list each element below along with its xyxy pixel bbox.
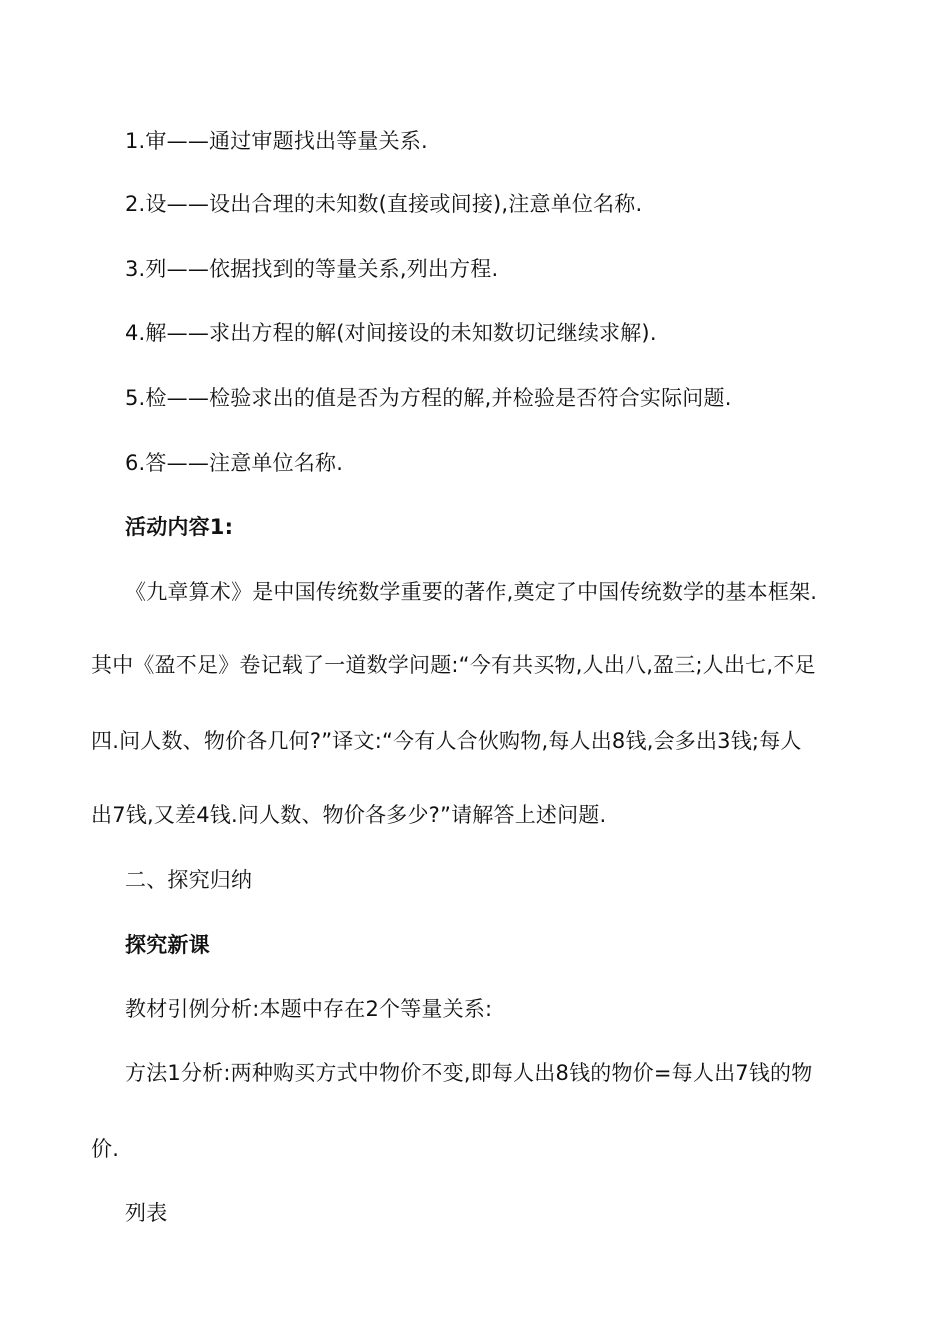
step-3: 3.列——依据找到的等量关系,列出方程. <box>125 257 499 281</box>
step-5: 5.检——检验求出的值是否为方程的解,并检验是否符合实际问题. <box>125 386 732 410</box>
activity-paragraph-line-1: 《九章算术》是中国传统数学重要的著作,奠定了中国传统数学的基本框架. <box>125 580 818 604</box>
section-subheading: 探究新课 <box>125 933 210 957</box>
activity-paragraph-line-2: 其中《盈不足》卷记载了一道数学问题:“今有共买物,人出八,盈三;人出七,不足 <box>91 653 816 677</box>
method1-line-1: 方法1分析:两种购买方式中物价不变,即每人出8钱的物价=每人出7钱的物 <box>125 1061 813 1085</box>
method1-line-2: 价. <box>91 1137 120 1161</box>
step-4: 4.解——求出方程的解(对间接设的未知数切记继续求解). <box>125 321 657 345</box>
step-6: 6.答——注意单位名称. <box>125 451 344 475</box>
step-2: 2.设——设出合理的未知数(直接或间接),注意单位名称. <box>125 192 643 216</box>
activity-heading: 活动内容1: <box>125 515 234 539</box>
step-1: 1.审——通过审题找出等量关系. <box>125 129 428 153</box>
section-title: 二、探究归纳 <box>125 868 253 892</box>
table-label: 列表 <box>125 1201 168 1225</box>
analysis-intro: 教材引例分析:本题中存在2个等量关系: <box>125 997 493 1021</box>
activity-paragraph-line-3: 四.问人数、物价各几何?”译文:“今有人合伙购物,每人出8钱,会多出3钱;每人 <box>91 729 802 753</box>
activity-paragraph-line-4: 出7钱,又差4钱.问人数、物价各多少?”请解答上述问题. <box>91 803 607 827</box>
